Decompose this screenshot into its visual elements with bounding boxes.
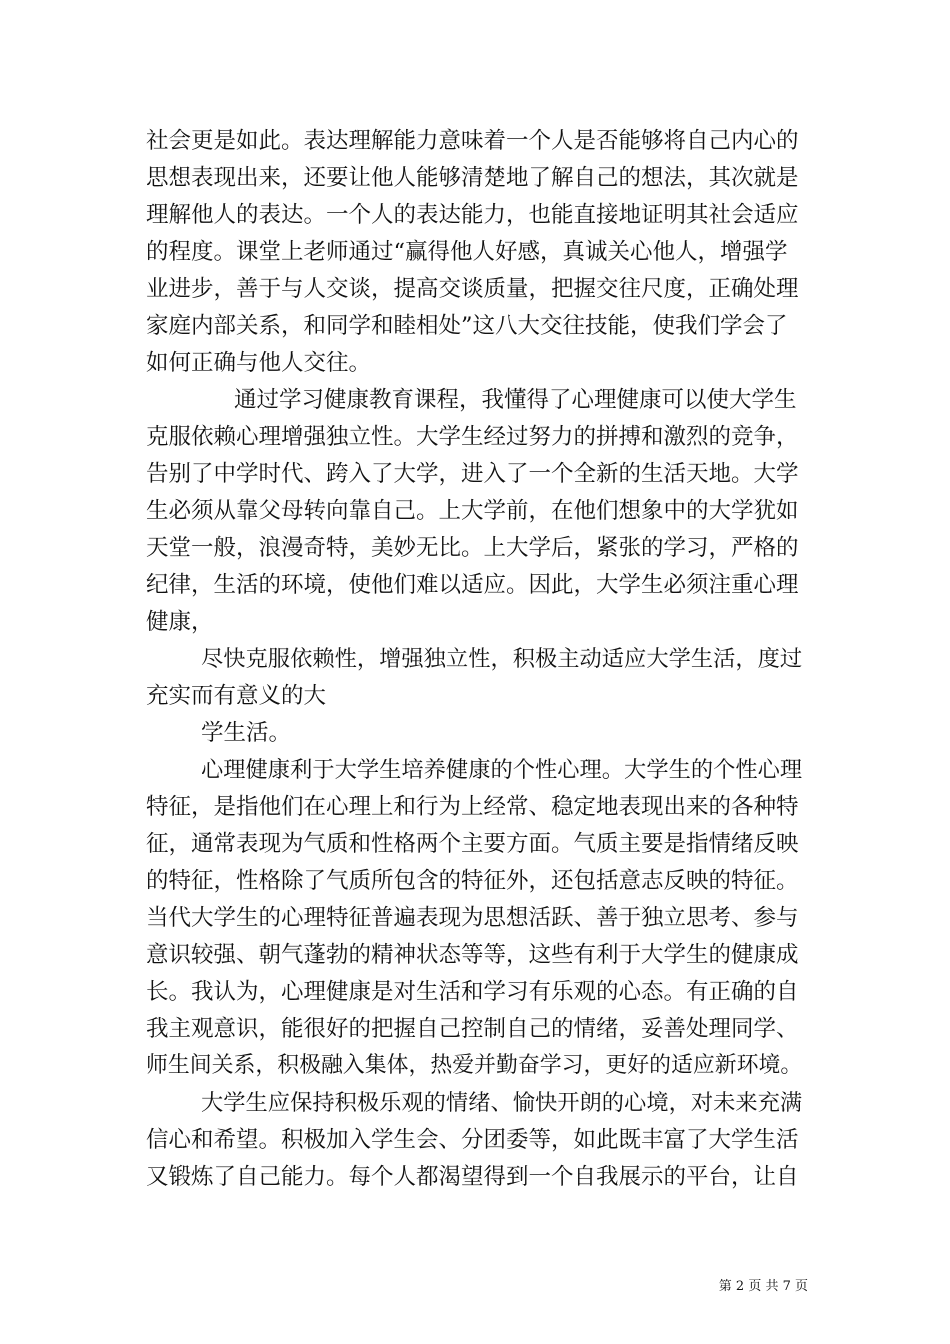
text-line: 当代大学生的心理特征普遍表现为思想活跃、善于独立思考、参与	[146, 905, 799, 931]
text-line: 充实而有意义的大	[146, 683, 327, 709]
paragraph-first-line: 尽快克服依赖性，增强独立性，积极主动适应大学生活，度过	[201, 646, 803, 672]
paragraph-first-line: 心理健康利于大学生培养健康的个性心理。大学生的个性心理	[201, 757, 803, 783]
text-line: 我主观意识，能很好的把握自己控制自己的情绪，妥善处理同学、	[146, 1016, 799, 1042]
paragraph-first-line: 学生活。	[201, 720, 292, 746]
text-line: 克服依赖心理增强独立性。大学生经过努力的拼搏和激烈的竞争，	[146, 424, 799, 450]
text-line: 征，通常表现为气质和性格两个主要方面。气质主要是指情绪反映	[146, 831, 799, 857]
text-line: 业进步，善于与人交谈，提高交谈质量，把握交往尺度，正确处理	[146, 276, 799, 302]
text-line: 思想表现出来，还要让他人能够清楚地了解自己的想法，其次就是	[146, 165, 799, 191]
text-line: 健康，	[146, 609, 214, 635]
paragraph-first-line: 通过学习健康教育课程，我懂得了心理健康可以使大学生	[234, 387, 797, 413]
text-line: 生必须从靠父母转向靠自己。上大学前，在他们想象中的大学犹如	[146, 498, 799, 524]
text-line: 又锻炼了自己能力。每个人都渴望得到一个自我展示的平台，让自	[146, 1164, 799, 1190]
text-line: 长。我认为，心理健康是对生活和学习有乐观的心态。有正确的自	[146, 979, 799, 1005]
paragraph-first-line: 大学生应保持积极乐观的情绪、愉快开朗的心境，对未来充满	[201, 1090, 803, 1116]
text-line: 信心和希望。积极加入学生会、分团委等，如此既丰富了大学生活	[146, 1127, 799, 1153]
text-line: 师生间关系，积极融入集体，热爱并勤奋学习，更好的适应新环境。	[146, 1053, 803, 1078]
text-line: 天堂一般，浪漫奇特，美妙无比。上大学后，紧张的学习，严格的	[146, 535, 799, 561]
text-line: 的程度。课堂上老师通过“赢得他人好感，真诚关心他人，增强学	[146, 239, 788, 265]
text-line: 意识较强、朝气蓬勃的精神状态等等，这些有利于大学生的健康成	[146, 942, 799, 968]
text-line: 的特征，性格除了气质所包含的特征外，还包括意志反映的特征。	[146, 868, 799, 894]
text-line: 特征，是指他们在心理上和行为上经常、稳定地表现出来的各种特	[146, 794, 799, 820]
text-line: 告别了中学时代、跨入了大学，进入了一个全新的生活天地。大学	[146, 461, 799, 487]
page-number-footer: 第 2 页 共 7 页	[718, 1279, 808, 1294]
text-line: 理解他人的表达。一个人的表达能力，也能直接地证明其社会适应	[146, 202, 799, 228]
text-line: 纪律，生活的环境，使他们难以适应。因此，大学生必须注重心理	[146, 572, 799, 598]
text-line: 社会更是如此。表达理解能力意味着一个人是否能够将自己内心的	[146, 128, 799, 154]
text-line: 家庭内部关系，和同学和睦相处”这八大交往技能，使我们学会了	[146, 313, 788, 339]
text-line: 如何正确与他人交往。	[146, 350, 372, 376]
